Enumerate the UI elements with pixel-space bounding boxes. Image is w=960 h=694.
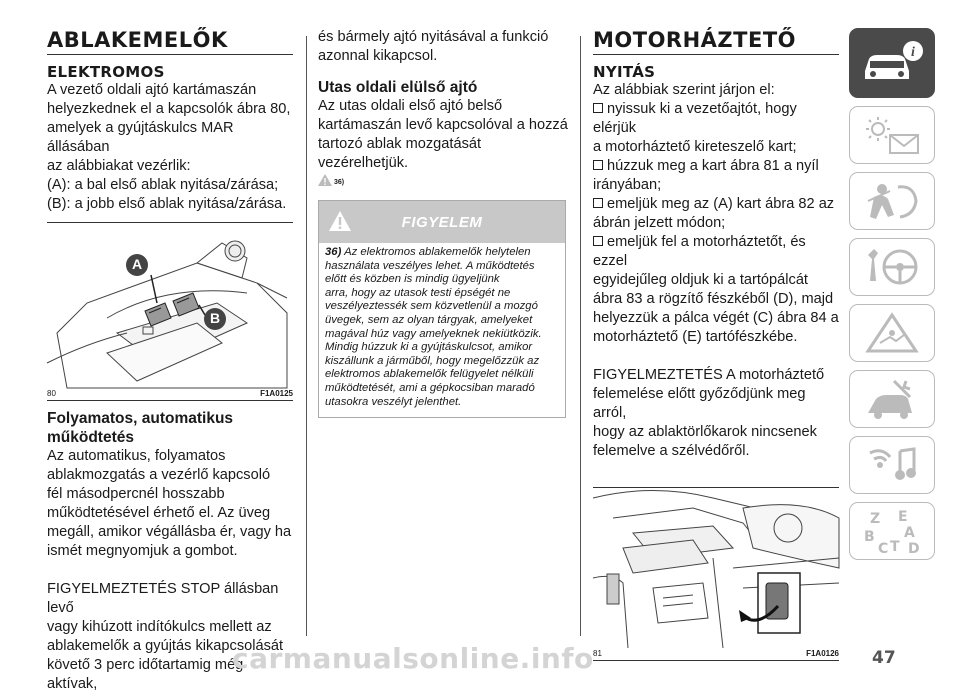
figure-code: F1A0125: [260, 389, 293, 398]
list-item: húzzuk meg a kart ábra 81 a nyíl irányában;: [593, 158, 819, 193]
svg-text:Z: Z: [870, 511, 881, 527]
list-item: emeljük meg az (A) kart ábra 82 az ábrán jelzett módon;: [593, 196, 835, 231]
heading-rule: [47, 54, 293, 55]
column-middle: [318, 28, 568, 418]
car-info-icon: [857, 41, 927, 85]
svg-text:E: E: [898, 509, 908, 525]
breakdown-icon: [860, 311, 924, 355]
watermark: carmanualsonline.info: [232, 642, 594, 675]
tab-index[interactable]: [849, 502, 935, 560]
warning-title: FIGYELEM: [401, 213, 483, 231]
list-item: emeljük fel a motorháztetőt, és ezzel egyidejűleg oldjuk ki a tartópálcát ábra 83 a rögzítő fészkéből (D), majd helyezzük a pálca végét (C) ábra 84 a motorháztető (E) tartófészkébe.: [593, 234, 839, 345]
checkbox-icon: [593, 236, 603, 246]
column-left: [47, 28, 293, 694]
subheading-passenger: Utas oldali elülső ajtó: [318, 79, 478, 96]
continued-text: és bármely ajtó nyitásával a funkció azonnal kikapcsol.: [318, 29, 549, 64]
warning-reference[interactable]: [318, 174, 568, 186]
tab-emergency[interactable]: [849, 304, 935, 362]
tab-warning-lights[interactable]: [849, 106, 935, 164]
maintenance-icon: [860, 377, 924, 421]
section-heading: MOTORHÁZTETŐ: [593, 28, 796, 52]
column-right: [593, 28, 839, 661]
window-switch-illustration: [47, 223, 293, 388]
stop-text: FIGYELMEZTETÉS STOP állásban levő vagy kihúzott indítókulcs mellett az ablakemelők a gyújtás kikapcsolását követő 3 perc időtartamig még aktívak,: [47, 581, 284, 692]
item-b: (B): a jobb első ablak nyitása/zárása.: [47, 196, 287, 212]
svg-text:C: C: [878, 541, 889, 557]
tab-safety[interactable]: [849, 172, 935, 230]
subsection-heading: ELEKTROMOS: [47, 63, 165, 81]
subheading-auto: Folyamatos, automatikus működtetés: [47, 410, 234, 446]
label-b: B: [209, 310, 221, 326]
figure-number: 80: [47, 389, 56, 398]
label-a: A: [131, 256, 143, 272]
svg-text:i: i: [911, 45, 915, 60]
warning-triangle-icon: [318, 174, 332, 186]
index-icon: [860, 507, 924, 555]
figure-code: F1A0126: [806, 649, 839, 658]
column-divider: [580, 36, 581, 636]
list-item: nyissuk ki a vezetőajtót, hogy elérjük a motorháztető kireteszelő kart;: [593, 101, 797, 155]
figure-number: 81: [593, 649, 602, 658]
warning-icon: [329, 211, 351, 231]
tab-car-info[interactable]: [849, 28, 935, 98]
safety-icon: [860, 179, 924, 223]
multimedia-icon: [860, 443, 924, 487]
page-number: 47: [872, 648, 896, 668]
column-divider: [306, 36, 307, 636]
tab-starting-driving[interactable]: [849, 238, 935, 296]
auto-text: Az automatikus, folyamatos ablakmozgatás a vezérlő kapcsoló fél másodpercnél hosszabb működtetésével érhető el. Az üveg megáll, amikor végállásba ér, vagy ha ismét megnyomjuk a gombot.: [47, 448, 292, 559]
figure-80: [47, 222, 293, 387]
passenger-text: Az utas oldali első ajtó belső kartámaszán levő kapcsolóval a hozzá tartozó ablak mozgatását vezérelhetjük.: [318, 98, 568, 171]
svg-text:D: D: [908, 541, 920, 557]
tab-multimedia[interactable]: [849, 436, 935, 494]
svg-text:T: T: [890, 539, 900, 555]
chapter-sidebar: [849, 28, 935, 568]
heading-rule: [593, 54, 839, 55]
warning-header: [319, 201, 565, 243]
section-heading: ABLAKEMELŐK: [47, 28, 228, 52]
hood-warning-text: FIGYELMEZTETÉS A motorháztető felemelése előtt győződjünk meg arról, hogy az ablaktörlőkarok nincsenek felemelve a szélvédőről.: [593, 367, 825, 459]
figure-caption: [593, 649, 839, 661]
warning-box: [318, 200, 566, 418]
hood-release-illustration: [593, 488, 839, 648]
reference-number: 36): [334, 179, 345, 186]
checkbox-icon: [593, 160, 603, 170]
intro-text: Az alábbiak szerint járjon el:: [593, 82, 775, 98]
checkbox-icon: [593, 198, 603, 208]
tab-maintenance[interactable]: [849, 370, 935, 428]
figure-81: [593, 487, 839, 647]
intro-text: A vezető oldali ajtó kartámaszán helyezkednek el a kapcsolók ábra 80, amelyek a gyújtáskulcs MAR állásában az alábbiakat vezérlik:: [47, 82, 291, 174]
item-a: (A): a bal első ablak nyitása/zárása;: [47, 177, 279, 193]
steering-wheel-icon: [860, 245, 924, 289]
figure-caption: [47, 389, 293, 401]
warning-lights-icon: [860, 113, 924, 157]
warning-text: 36) Az elektromos ablakemelők helytelen használata veszélyes lehet. A működtetés előtt és közben is mindig ügyeljünk arra, hogy az utasok testi épségét ne veszélyeztessék sem közvetlenül a mozgó üvegek, sem az olyan tárgyak, amelyeket magával húz vagy amelyeknek nekiütközik. Mindig húzzuk ki a gyújtáskulcsot, amikor kiszállunk a járműből, hogy megelőzzük az elektromos ablakemelők felügyelet nélküli működtetését, ami a gépkocsiban maradó utasokra veszélyt jelenthet.: [325, 246, 542, 408]
checkbox-icon: [593, 103, 603, 113]
svg-text:A: A: [904, 525, 915, 541]
svg-text:B: B: [864, 529, 875, 545]
subsection-heading: NYITÁS: [593, 63, 656, 81]
